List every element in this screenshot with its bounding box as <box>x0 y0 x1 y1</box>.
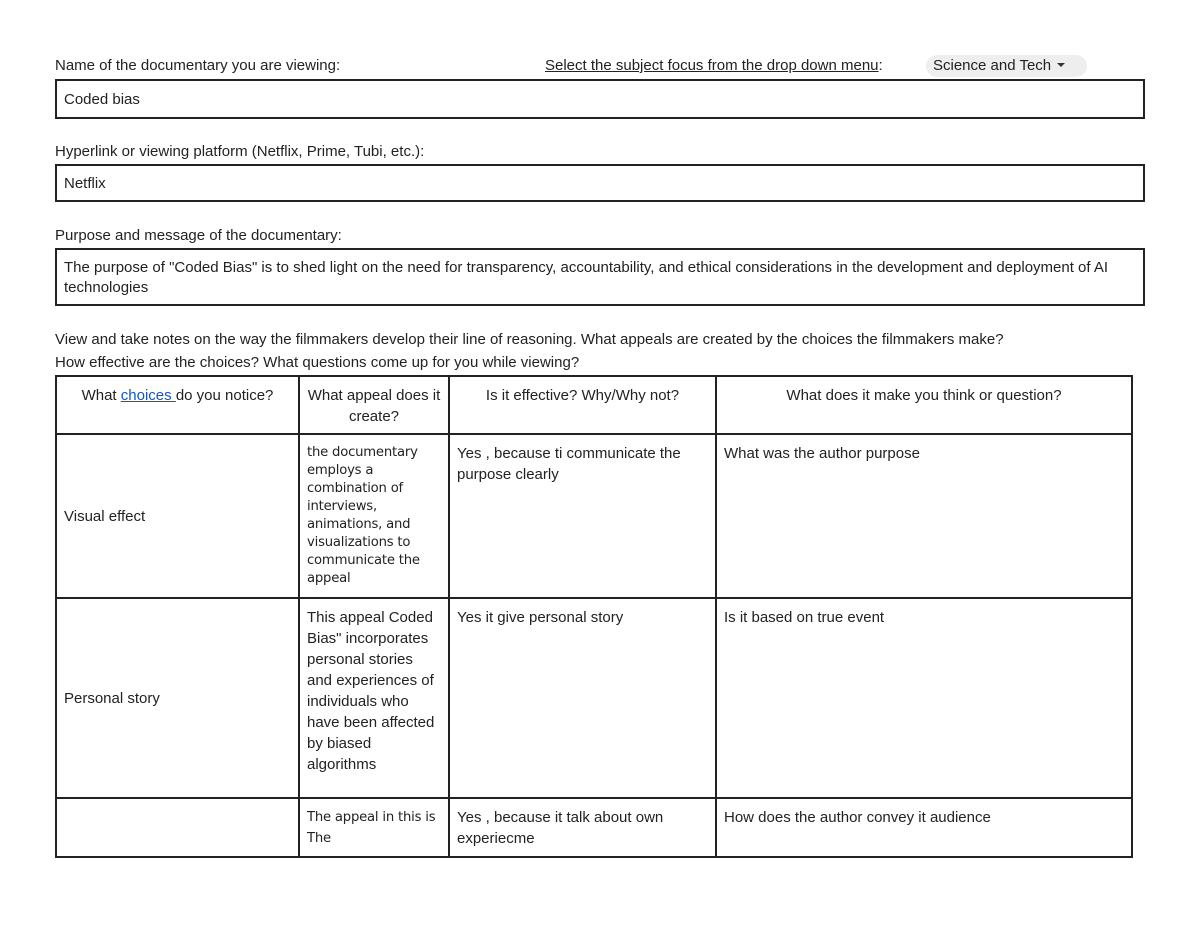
table-row <box>56 598 1132 798</box>
purpose-field-value: The purpose of "Coded Bias" is to shed light on the need for transparency, accountability, and ethical considerations in the development and deployment of AI technologies <box>64 259 1109 296</box>
choices-link[interactable]: choices <box>120 387 176 404</box>
cell-appeal[interactable]: The appeal in this is The <box>299 798 449 857</box>
cell-effective[interactable]: Yes , because ti communicate the purpose clearly <box>449 434 716 598</box>
subject-label: Select the subject focus from the drop down menu <box>545 57 879 74</box>
purpose-field[interactable] <box>55 248 1145 306</box>
purpose-label: Purpose and message of the documentary: <box>55 227 342 244</box>
cell-appeal[interactable]: This appeal Coded Bias" incorporates personal stories and experiences of individuals who have been affected by biased algorithms <box>299 598 449 798</box>
instructions-line-1: View and take notes on the way the filmmakers develop their line of reasoning. What appeals are created by the choices the filmmakers make? <box>55 331 1004 348</box>
subject-label-colon: : <box>878 57 883 74</box>
name-label: Name of the documentary you are viewing: <box>55 57 341 74</box>
cell-choice[interactable] <box>56 798 299 857</box>
name-field[interactable] <box>55 79 1145 119</box>
subject-dropdown-value: Science and Tech <box>933 57 1052 74</box>
header-effective: Is it effective? Why/Why not? <box>449 376 716 434</box>
cell-effective[interactable]: Yes , because it talk about own experiecme <box>449 798 716 857</box>
table-row <box>56 798 1132 857</box>
subject-dropdown[interactable] <box>926 55 1087 77</box>
header-choices <box>56 376 299 434</box>
cell-question[interactable]: How does the author convey it audience <box>716 798 1132 857</box>
table-header-row <box>56 376 1132 434</box>
header-appeal: What appeal does it create? <box>299 376 449 434</box>
platform-label: Hyperlink or viewing platform (Netflix, Prime, Tubi, etc.): <box>55 143 425 160</box>
caret-down-icon <box>1057 63 1065 67</box>
platform-field-value: Netflix <box>64 175 106 192</box>
platform-field[interactable] <box>55 164 1145 202</box>
table-row <box>56 434 1132 598</box>
header-question: What does it make you think or question? <box>716 376 1132 434</box>
cell-choice[interactable]: Personal story <box>56 598 299 798</box>
subject-label-group <box>545 57 883 75</box>
cell-effective[interactable]: Yes it give personal story <box>449 598 716 798</box>
header-choices-suffix: do you notice? <box>175 387 274 404</box>
notes-table <box>55 375 1133 858</box>
name-field-value: Coded bias <box>64 91 140 108</box>
instructions-line-2: How effective are the choices? What questions come up for you while viewing? <box>55 354 580 371</box>
cell-appeal[interactable]: the documentary employs a combination of interviews, animations, and visualizations to communicate the appeal <box>299 434 449 598</box>
header-choices-prefix: What <box>81 387 121 404</box>
cell-choice[interactable]: Visual effect <box>56 434 299 598</box>
cell-question[interactable]: What was the author purpose <box>716 434 1132 598</box>
cell-question[interactable]: Is it based on true event <box>716 598 1132 798</box>
